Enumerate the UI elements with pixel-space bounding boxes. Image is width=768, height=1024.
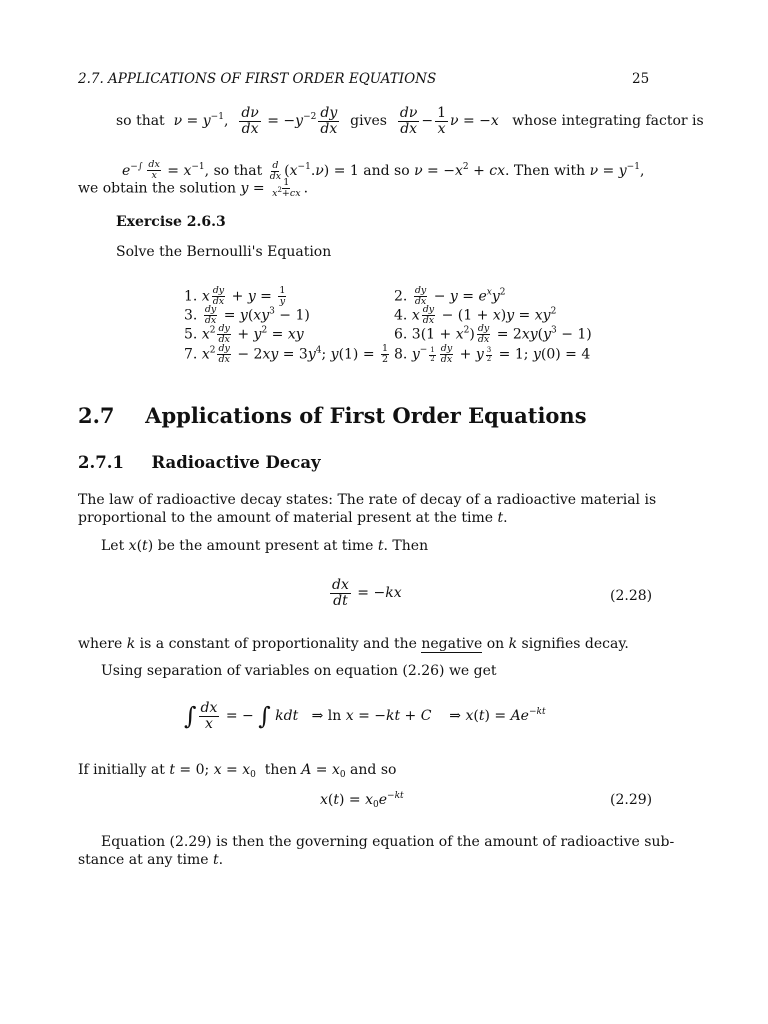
page-number: 25 [632, 71, 650, 87]
intro-then-with: . Then with [505, 163, 586, 179]
negative-underlined: negative [421, 636, 483, 652]
section-heading [78, 403, 587, 428]
paragraph-1-line-2: proportional to the amount of material present at the time t. [78, 510, 508, 526]
exercise-item-3: 3. $\frac{dy}{dx}$ = $y(xy^3 - 1)$ [184, 304, 310, 326]
exercise-item-8: 8. $y^{- \frac{1}{2}}$ $\frac{dy}{dx}$ + y $^{\frac{3}{2}}$ = 1; y(0) = 4 [394, 343, 591, 365]
paragraph-1-line-1: The law of radioactive decay states: The rate of decay of a radioactive material is [78, 492, 657, 508]
exercise-prompt: Solve the Bernoulli's Equation [116, 244, 332, 260]
running-header-title: 2.7. APPLICATIONS OF FIRST ORDER EQUATIONS [78, 71, 437, 87]
section-number: 2.7 [78, 403, 115, 428]
paragraph-4: Using separation of variables on equation (2.26) we get [101, 663, 497, 679]
section-title: Applications of First Order Equations [145, 403, 587, 428]
intro-line-3: we obtain the solution y = $\frac{1}{x^2+cx}$ . [78, 177, 309, 199]
exercise-item-7: 7. $x^2$ $\frac{dy}{dx}$ − $2xy = 3y^4$; y(1) = $\frac{1}{2}$ [184, 343, 389, 365]
equation-2-29: $x(t) = x_0e^{-kt}$ [320, 791, 404, 810]
equation-number-2-29: (2.29) [610, 792, 653, 808]
intro-and-so: and so [363, 163, 410, 179]
paragraph-5: If initially at t = 0; $x = x_0$ then $A = x_0$ and so [78, 762, 397, 780]
exercise-item-5: 5. $x^2$ $\frac{dy}{dx}$ + $y^2$ = xy [184, 323, 304, 345]
subsection-number: 2.7.1 [78, 453, 124, 472]
intro-line-1: so that $\nu = y^{-1}$, $\frac{d\nu}{dx}$ = $-y^{-2}$ $\frac{dy}{dx}$ gives $\frac{d\nu}{dx}$ − $\frac{1}{x}$ ν = −x whose integrating factor is [116, 105, 704, 137]
exercise-item-4: 4. x $\frac{dy}{dx}$ − $(1 + x)y = xy^2$ [394, 304, 557, 326]
intro-so-that: so that [116, 113, 165, 130]
intro-line-2: $e^{-\int \frac{dx}{x}}$ = $x^{-1}$, so that $\frac{d}{dx}$ $(x^{-1}.\nu) = 1$ and so $\nu = -x^2$ + cx. Then with $\nu = y^{-1}$, [122, 159, 645, 182]
intro-so-that-2: , so that [204, 163, 263, 179]
paragraph-6-line-1: Equation (2.29) is then the governing equation of the amount of radioactive sub- [101, 834, 675, 850]
exercise-item-6: 6. $3(1 + x^2)$ $\frac{dy}{dx}$ = $2xy(y^3 - 1)$ [394, 323, 592, 345]
equation-2-28: $\frac{dx}{dt}$ = −kx [332, 577, 402, 609]
subsection-title: Radioactive Decay [151, 453, 321, 472]
paragraph-3: where k is a constant of proportionality and the negative on k signifies decay. [78, 636, 629, 652]
intro-gives: gives [350, 113, 387, 130]
integral-equation: ∫ $\frac{dx}{x}$ = − ∫ kdt ⇒ ln x = −kt + C ⇒ $x(t) = Ae^{-kt}$ [184, 700, 546, 732]
exercise-title: Exercise 2.6.3 [116, 214, 226, 230]
subsection-heading [78, 453, 321, 472]
exercise-item-2: 2. $\frac{dy}{dx}$ − $y = e^xy^2$ [394, 285, 506, 307]
intro-whose-integrating-factor: whose integrating factor is [512, 113, 704, 130]
exercise-item-1: 1. x $\frac{dy}{dx}$ + y = $\frac{1}{y}$ [184, 285, 286, 307]
paragraph-2: Let x(t) be the amount present at time t. Then [101, 538, 429, 554]
equation-number-2-28: (2.28) [610, 588, 653, 604]
intro-we-obtain: we obtain the solution [78, 180, 237, 197]
paragraph-6-line-2: stance at any time t. [78, 852, 224, 868]
